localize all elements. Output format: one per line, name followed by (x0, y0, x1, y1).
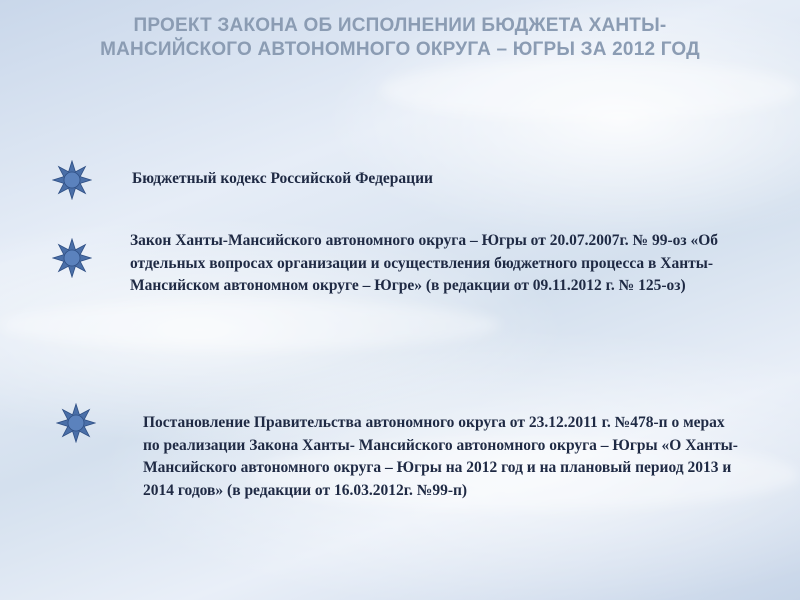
background-highlight (380, 60, 800, 120)
sun-star-icon (52, 238, 92, 278)
list-item: Бюджетный кодекс Российской Федерации (132, 170, 433, 187)
sun-star-icon (56, 403, 96, 443)
list-item: Закон Ханты-Мансийского автономного округа – Югры от 20.07.2007г. № 99-оз «Об отдельных вопросах организации и осуществления бюджетного процесса в Ханты-Мансийском автономном округе – Югре» (в редакции от 09.11.2012 г. № 125-оз) (130, 232, 719, 294)
sun-star-icon (52, 160, 92, 200)
background-highlight (0, 300, 500, 350)
list-item: Постановление Правительства автономного округа от 23.12.2011 г. №478-п о мерах по реализации Закона Ханты- Мансийского автономного округа – Югры «О Ханты- Мансийского автономного округа – Югры на 2012 год и на плановый период 2013 и 2014 годов» (в редакции от 16.03.2012г. №99-п) (143, 414, 738, 499)
slide-title (0, 14, 800, 62)
slide-title-line: МАНСИЙСКОГО АВТОНОМНОГО ОКРУГА – ЮГРЫ ЗА 2012 ГОД (100, 39, 700, 60)
slide-title-line: ПРОЕКТ ЗАКОНА ОБ ИСПОЛНЕНИИ БЮДЖЕТА ХАНТЫ- (133, 15, 667, 36)
